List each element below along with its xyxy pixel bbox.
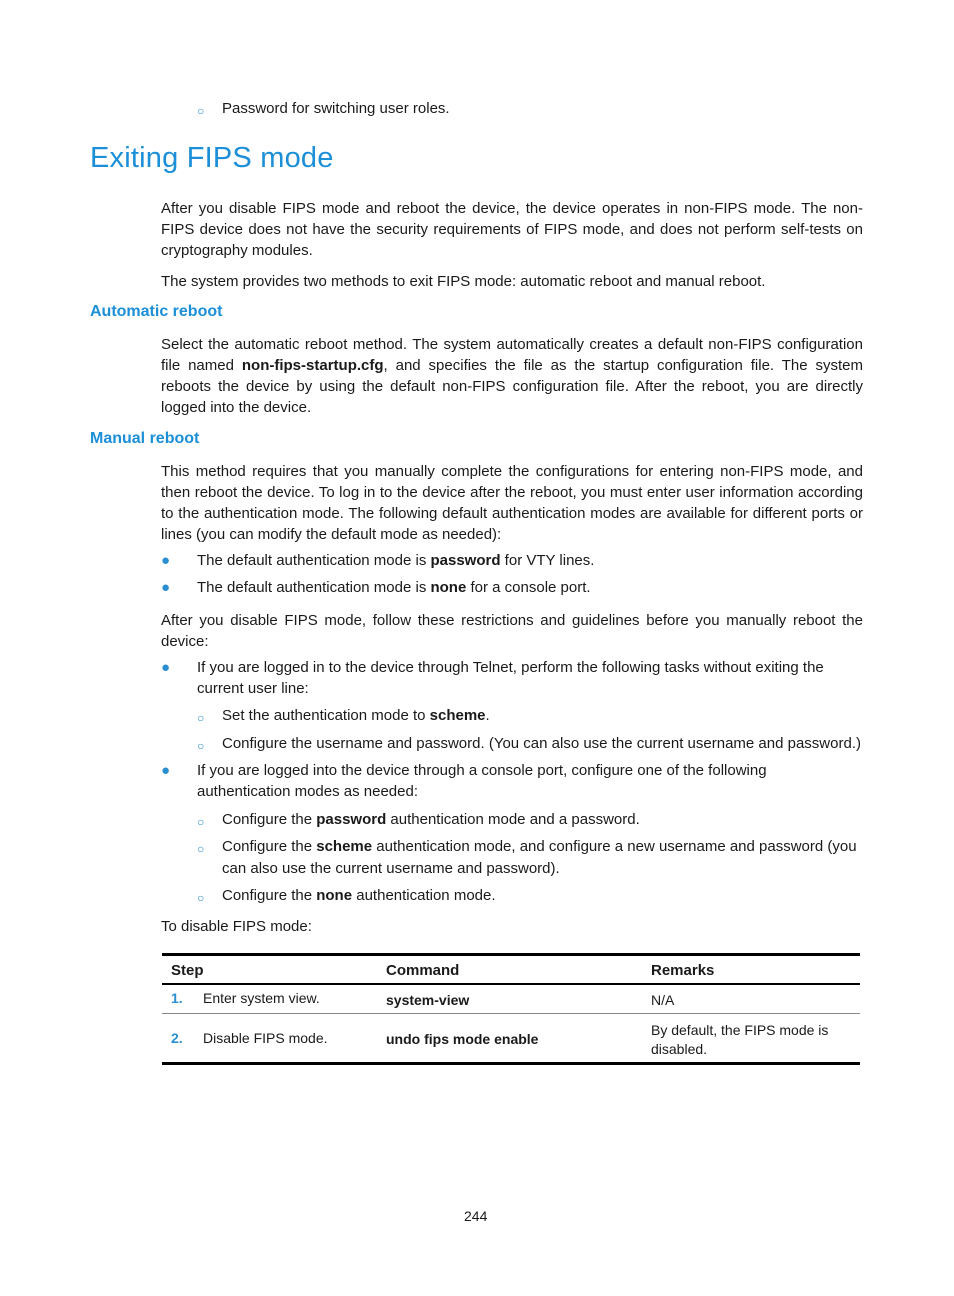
list-item: The default authentication mode is none for a console port. (197, 579, 591, 596)
section-title: Exiting FIPS mode (90, 142, 334, 174)
table-cell-remarks: N/A (651, 992, 675, 1008)
automatic-reboot-paragraph: Select the automatic reboot method. The system automatically creates a default non-FIPS configuration file named non-fips-startup.cfg, and specifies the file as the startup configuration file. The system reboots the device by using the default non-FIPS configuration file. After the reboot, you are directly logged into the device. (161, 336, 864, 416)
table-header-command: Command (386, 962, 460, 979)
bullet-icon: ● (161, 579, 171, 596)
sub-bullet-icon: ○ (197, 739, 205, 753)
manual-reboot-paragraph-2: After you disable FIPS mode, follow these restrictions and guidelines before you manually reboot the device: (161, 612, 863, 650)
sub-list-item: Set the authentication mode to scheme. (222, 707, 490, 724)
table-header-step: Step (171, 962, 204, 979)
sub-bullet-icon: ○ (197, 842, 205, 856)
intro-paragraph-1: After you disable FIPS mode and reboot the device, the device operates in non-FIPS mode. The non-FIPS device does not have the security requirements of FIPS mode, and does not perform self-tests on cryptography modules. (161, 200, 863, 259)
subsection-title-automatic: Automatic reboot (90, 303, 223, 320)
sub-bullet-icon: ○ (197, 891, 205, 905)
sub-list-item-line: Configure the scheme authentication mode, and configure a new username and password (you (222, 838, 857, 855)
table-top-rule (162, 953, 860, 956)
page-number: 244 (464, 1208, 488, 1224)
sub-list-item: Configure the username and password. (You can also use the current username and password.) (222, 735, 861, 752)
list-item-line: authentication modes as needed: (197, 783, 418, 800)
intro-paragraph-2: The system provides two methods to exit FIPS mode: automatic reboot and manual reboot. (161, 273, 766, 290)
list-item: Password for switching user roles. (222, 100, 450, 117)
table-cell-remarks: By default, the FIPS mode is disabled. (651, 1022, 829, 1057)
table-header-remarks: Remarks (651, 962, 715, 979)
table-row-rule (162, 1013, 860, 1014)
list-item-line: If you are logged into the device through a console port, configure one of the following (197, 762, 767, 779)
table-header-rule (162, 983, 860, 985)
table-bottom-rule (162, 1062, 860, 1065)
table-cell-step: Disable FIPS mode. (203, 1030, 328, 1046)
bullet-icon: ● (161, 552, 171, 569)
table-intro: To disable FIPS mode: (161, 918, 312, 935)
bullet-icon: ● (161, 659, 171, 676)
manual-reboot-paragraph-1: This method requires that you manually complete the configurations for entering non-FIPS mode, and then reboot the device. To log in to the device after the reboot, you must enter user information according to the authentication mode. The following default authentication modes are available for different ports or lines (you can modify the default mode as needed): (161, 463, 863, 543)
sub-list-item-line: can also use the current username and password). (222, 860, 560, 877)
table-step-number: 1. (171, 990, 183, 1006)
sub-bullet-icon: ○ (197, 815, 205, 829)
table-cell-command: system-view (386, 992, 470, 1008)
list-item-line: current user line: (197, 680, 309, 697)
list-item-line: If you are logged in to the device through Telnet, perform the following tasks without exiting the (197, 659, 824, 676)
list-item: The default authentication mode is password for VTY lines. (197, 552, 595, 569)
sub-list-item: Configure the none authentication mode. (222, 887, 496, 904)
sub-bullet-icon: ○ (197, 104, 205, 118)
table-cell-step: Enter system view. (203, 990, 320, 1006)
bullet-icon: ● (161, 762, 171, 779)
sub-bullet-icon: ○ (197, 711, 205, 725)
subsection-title-manual: Manual reboot (90, 430, 200, 447)
table-cell-command: undo fips mode enable (386, 1031, 539, 1047)
table-step-number: 2. (171, 1030, 183, 1046)
sub-list-item: Configure the password authentication mode and a password. (222, 811, 640, 828)
